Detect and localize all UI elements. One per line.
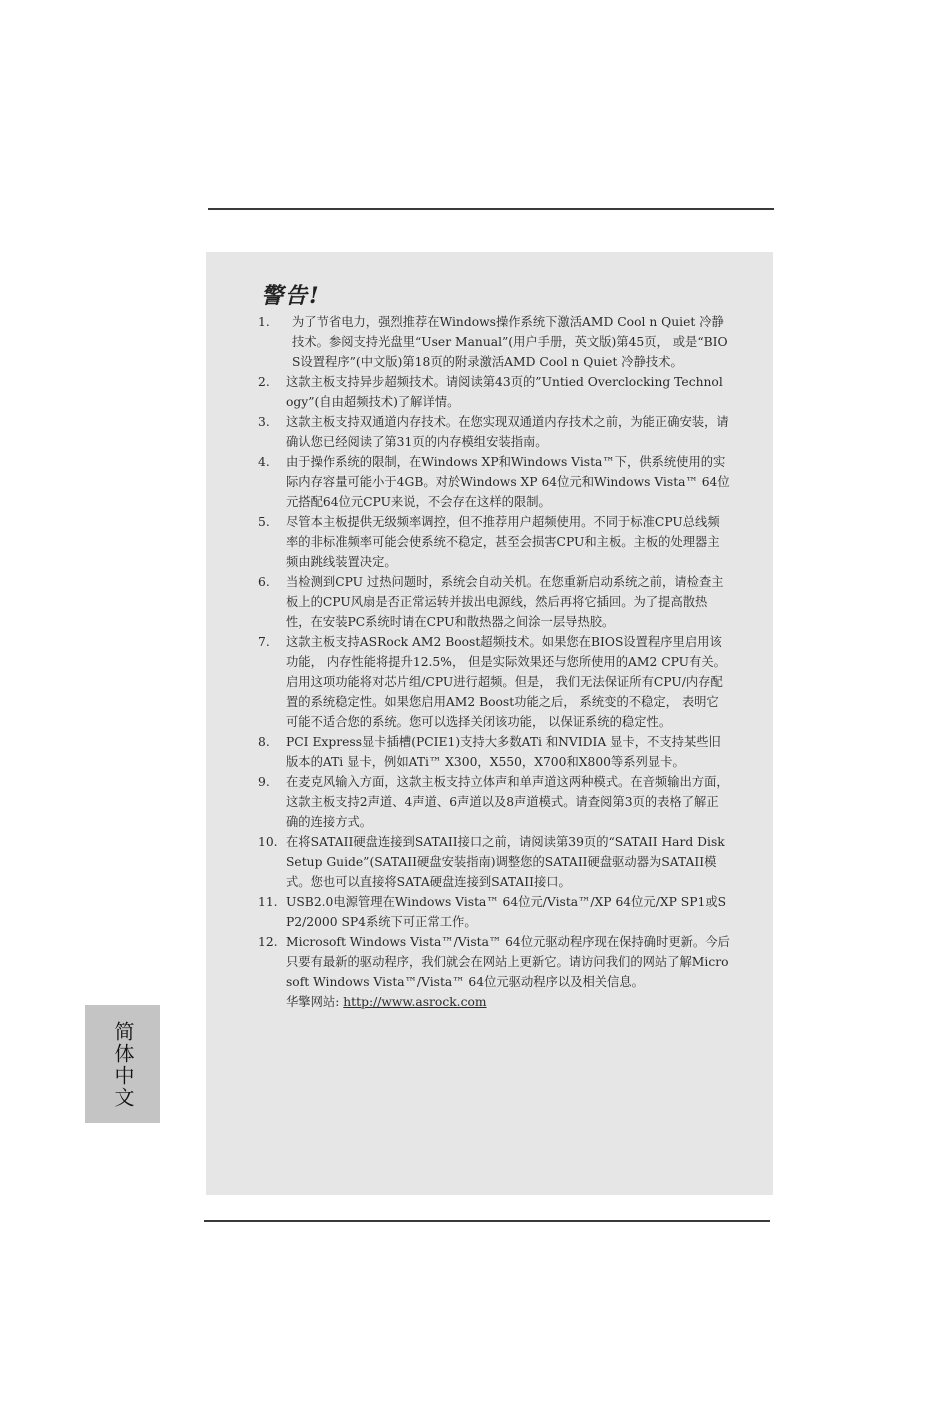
warning-item-4	[258, 452, 730, 512]
item-text: USB2.0电源管理在Windows Vista™ 64位元/Vista™/XP 64位元/XP SP1或SP2/2000 SP4系统下可正常工作。	[286, 895, 727, 929]
item-text: Microsoft Windows Vista™/Vista™ 64位元驱动程序现在保持确时更新。今后只要有最新的驱动程序，我们就会在网站上更新它。请访问我们的网站了解Microsoft Windows Vista™/Vista™ 64位元驱动程序以及相关信息。	[286, 935, 730, 989]
warning-item-5	[258, 512, 730, 572]
item-number: 6.	[258, 575, 270, 589]
item-number: 12.	[258, 935, 278, 949]
item-text: PCI Express显卡插槽(PCIE1)支持大多数ATi 和NVIDIA 显卡，不支持某些旧版本的ATi 显卡，例如ATi™ X300，X550，X700和X800等系列显卡。	[286, 735, 721, 769]
item-number: 11.	[258, 895, 278, 909]
warning-item-11	[258, 892, 730, 932]
item-text: 在麦克风输入方面，这款主板支持立体声和单声道这两种模式。在音频输出方面，这款主板支持2声道、4声道、6声道以及8声道模式。请查阅第3页的表格了解正确的连接方式。	[286, 775, 729, 829]
warning-item-12	[258, 932, 730, 992]
warning-item-9	[258, 772, 730, 832]
website-line	[258, 992, 730, 1012]
item-number: 8.	[258, 735, 270, 749]
website-link[interactable]: http://www.asrock.com	[343, 995, 487, 1009]
warning-item-3	[258, 412, 730, 452]
item-number: 5.	[258, 515, 270, 529]
warning-item-6	[258, 572, 730, 632]
item-text: 由于操作系统的限制，在Windows XP和Windows Vista™下，供系统使用的实际内存容量可能小于4GB。对於Windows XP 64位元和Windows Vista™ 64位元搭配64位元CPU来说，不会存在这样的限制。	[286, 455, 730, 509]
item-text: 这款主板支持ASRock AM2 Boost超频技术。如果您在BIOS设置程序里启用该功能， 内存性能将提升12.5%， 但是实际效果还与您所使用的AM2 CPU有关。启用这项功能将对芯片组/CPU进行超频。但是， 我们无法保证所有CPU/内存配置的系统稳定性。如果您启用AM2 Boost功能之后， 系统变的不稳定， 表明它可能不适合您的系统。您可以选择关闭该功能， 以保证系统的稳定性。	[286, 635, 726, 729]
item-text: 这款主板支持异步超频技术。请阅读第43页的”Untied Overclocking Technology”(自由超频技术)了解详情。	[286, 375, 723, 409]
warning-item-1	[258, 312, 730, 372]
item-number: 2.	[258, 375, 270, 389]
item-text: 为了节省电力，强烈推荐在Windows操作系统下激活AMD Cool n Quiet 冷静技术。参阅支持光盘里“User Manual”(用户手册，英文版)第45页， 或是“BIOS设置程序”(中文版)第18页的附录激活AMD Cool n Quiet 冷静技术。	[292, 315, 728, 369]
item-text: 当检测到CPU 过热问题时，系统会自动关机。在您重新启动系统之前，请检查主板上的CPU风扇是否正常运转并拔出电源线，然后再将它插回。为了提高散热性，在安装PC系统时请在CPU和散热器之间涂一层导热胶。	[286, 575, 724, 629]
item-number: 9.	[258, 775, 270, 789]
warning-item-8	[258, 732, 730, 772]
item-text: 尽管本主板提供无级频率调控，但不推荐用户超频使用。不同于标准CPU总线频率的非标准频率可能会使系统不稳定，甚至会损害CPU和主板。主板的处理器主频由跳线装置决定。	[286, 515, 720, 569]
item-number: 1.	[258, 315, 270, 329]
bottom-rule	[204, 1220, 770, 1222]
item-number: 3.	[258, 415, 270, 429]
top-rule	[208, 208, 774, 210]
item-number: 10.	[258, 835, 278, 849]
warning-list	[258, 312, 730, 1012]
warning-item-7	[258, 632, 730, 732]
item-number: 7.	[258, 635, 270, 649]
language-tab	[85, 1005, 160, 1123]
language-tab-label: 简体中文	[111, 1021, 135, 1109]
item-number: 4.	[258, 455, 270, 469]
item-text: 这款主板支持双通道内存技术。在您实现双通道内存技术之前，为能正确安装，请确认您已经阅读了第31页的内存模组安装指南。	[286, 415, 729, 449]
warning-title: 警告!	[261, 283, 321, 309]
warning-item-10	[258, 832, 730, 892]
item-text: 在将SATAII硬盘连接到SATAII接口之前，请阅读第39页的“SATAII Hard Disk Setup Guide”(SATAII硬盘安装指南)调整您的SATAII硬盘驱动器为SATAII模式。您也可以直接将SATA硬盘连接到SATAII接口。	[286, 835, 725, 889]
website-label: 华擎网站:	[286, 995, 340, 1009]
warning-item-2	[258, 372, 730, 412]
